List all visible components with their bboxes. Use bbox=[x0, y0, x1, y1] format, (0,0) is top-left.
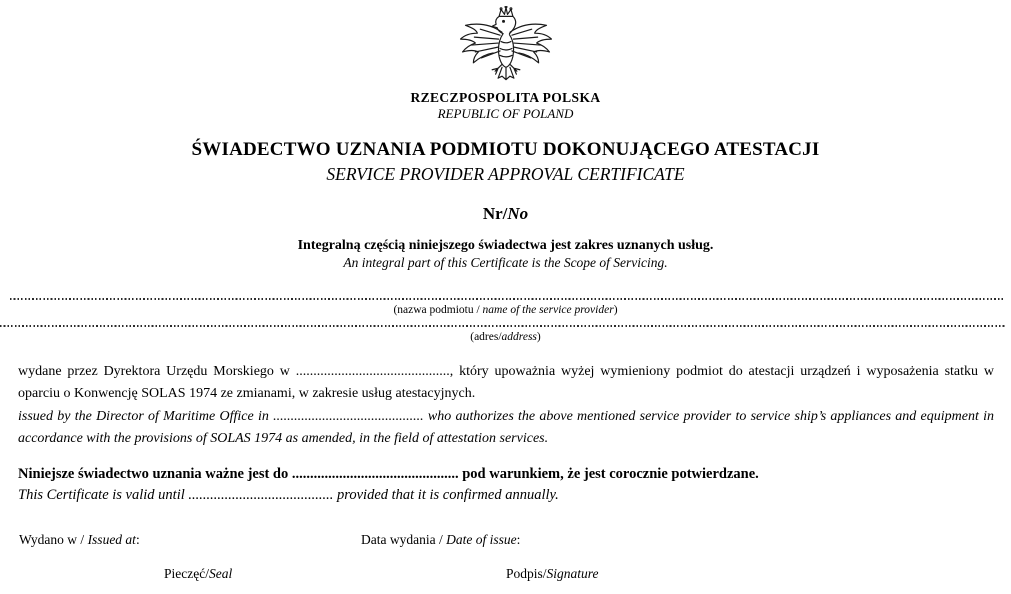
provider-name-caption-close: ) bbox=[613, 304, 618, 316]
address-caption-pl: (adres/ bbox=[470, 331, 502, 343]
validity-statement-en: This Certificate is valid until ........................................ provided that it is confirmed annually. bbox=[18, 487, 559, 503]
date-of-issue-label-en: Date of issue bbox=[446, 532, 517, 547]
integral-note-pl: Integralną częścią niniejszego świadectwa jest zakres uznanych usług. bbox=[297, 238, 714, 253]
date-of-issue-label-pl: Data wydania / bbox=[361, 532, 447, 547]
number-label-pl: Nr/ bbox=[482, 204, 508, 223]
provider-name-caption-pl: (nazwa podmiotu / bbox=[393, 304, 483, 316]
date-of-issue-label bbox=[361, 532, 520, 548]
issued-at-colon: : bbox=[135, 532, 140, 547]
address-caption-close: ) bbox=[536, 331, 541, 343]
issued-at-label-en: Issued at bbox=[87, 532, 136, 547]
signature-label-en: Signature bbox=[546, 566, 599, 581]
provider-name-caption-en: name of the service provider bbox=[482, 304, 614, 316]
number-label-en: No bbox=[507, 204, 529, 223]
poland-coat-of-arms-eagle-icon bbox=[456, 6, 556, 90]
certificate-title-pl: ŚWIADECTWO UZNANIA PODMIOTU DOKONUJĄCEGO ATESTACJI bbox=[191, 139, 820, 160]
address-caption-en: address bbox=[501, 331, 537, 343]
address-field-line bbox=[0, 325, 1005, 327]
country-name-en: REPUBLIC OF POLAND bbox=[437, 106, 574, 121]
certificate-number-label bbox=[0, 203, 1011, 224]
address-caption bbox=[0, 330, 1011, 344]
issued-by-paragraph-pl: wydane przez Dyrektora Urzędu Morskiego w ............................................, który upoważnia wyżej wymieniony podmiot do atestacji urządzeń i wyposażenia statku w oparciu o Konwencję SOLAS 1974 ze zmianami, w zakresie usług atestacyjnych. bbox=[18, 364, 994, 401]
issued-at-label-pl: Wydano w / bbox=[19, 532, 88, 547]
provider-name-field-line bbox=[10, 298, 1005, 300]
signature-label-pl: Podpis/ bbox=[506, 566, 547, 581]
issued-at-label bbox=[19, 532, 140, 548]
seal-label-en: Seal bbox=[208, 566, 233, 581]
integral-note-en: An integral part of this Certificate is the Scope of Servicing. bbox=[343, 255, 668, 270]
country-name-pl: RZECZPOSPOLITA POLSKA bbox=[410, 90, 601, 105]
validity-statement-pl: Niniejsze świadectwo uznania ważne jest do .............................................. pod warunkiem, że jest corocznie potwierdzane. bbox=[18, 466, 759, 482]
seal-label bbox=[164, 566, 232, 582]
provider-name-caption bbox=[0, 303, 1011, 317]
date-of-issue-colon: : bbox=[516, 532, 521, 547]
certificate-title-en: SERVICE PROVIDER APPROVAL CERTIFICATE bbox=[326, 164, 685, 184]
issued-by-paragraph-en: issued by the Director of Maritime Office in ........................................... who authorizes the above mentioned service provider to service ship’s appliances and equipment in accordance with the provisions of SOLAS 1974 as amended, in the field of attestation services. bbox=[18, 409, 994, 446]
signature-label bbox=[506, 566, 599, 582]
seal-label-pl: Pieczęć/ bbox=[164, 566, 209, 581]
